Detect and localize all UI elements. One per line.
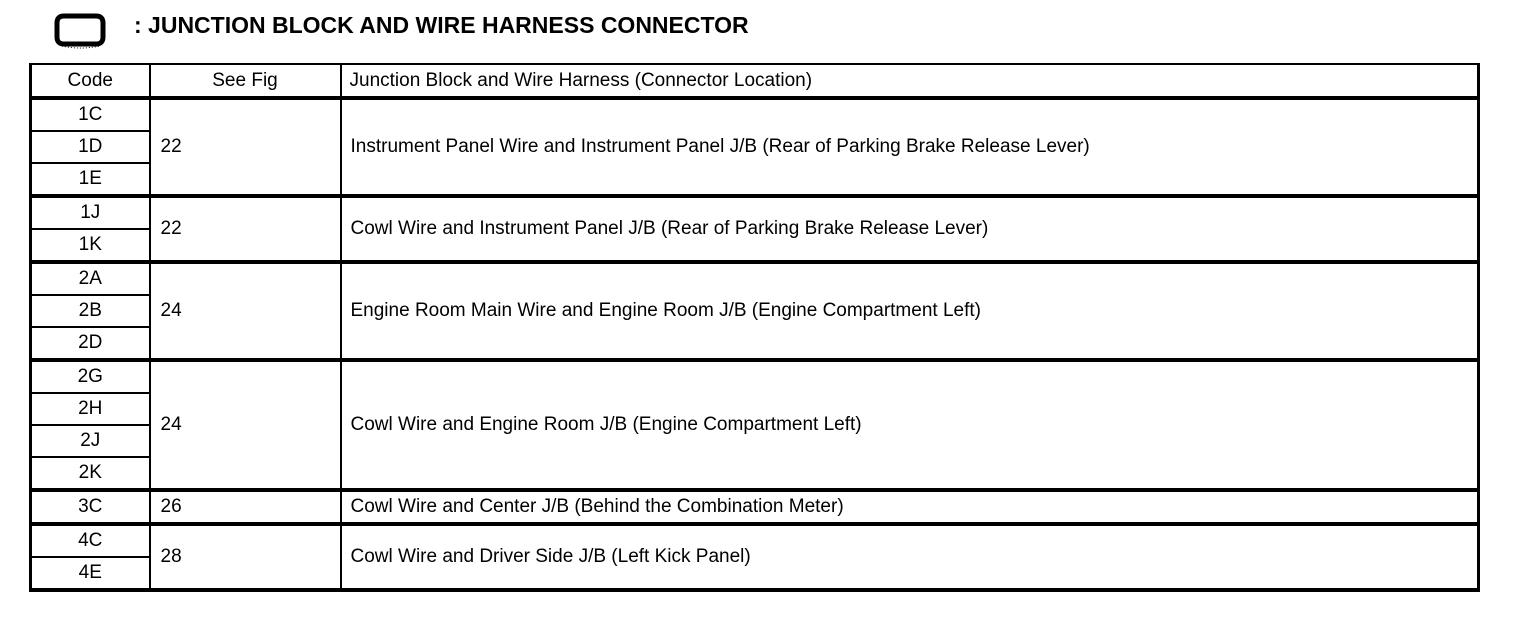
see-fig-cell: 28: [150, 524, 341, 590]
see-fig-cell: 22: [150, 196, 341, 262]
location-cell: Cowl Wire and Driver Side J/B (Left Kick Panel): [341, 524, 1479, 590]
location-cell: Instrument Panel Wire and Instrument Panel J/B (Rear of Parking Brake Release Lever): [341, 98, 1479, 196]
code-cell: 2J: [31, 425, 150, 457]
legend-header: [0, 0, 1520, 60]
table-row: [31, 98, 1479, 131]
location-cell: Cowl Wire and Engine Room J/B (Engine Compartment Left): [341, 360, 1479, 490]
see-fig-cell: 22: [150, 98, 341, 196]
location-cell: Cowl Wire and Instrument Panel J/B (Rear of Parking Brake Release Lever): [341, 196, 1479, 262]
see-fig-cell: 26: [150, 490, 341, 524]
code-cell: 1J: [31, 196, 150, 229]
rounded-rectangle-connector-icon: [54, 10, 106, 50]
code-cell: 2A: [31, 262, 150, 295]
location-cell: Engine Room Main Wire and Engine Room J/B (Engine Compartment Left): [341, 262, 1479, 360]
column-header-code: Code: [31, 64, 150, 98]
table-row: [31, 524, 1479, 557]
code-cell: 4C: [31, 524, 150, 557]
column-header-location: Junction Block and Wire Harness (Connector Location): [341, 64, 1479, 98]
table-row: [31, 490, 1479, 524]
code-cell: 3C: [31, 490, 150, 524]
column-header-see-fig: See Fig: [150, 64, 341, 98]
code-cell: 2G: [31, 360, 150, 393]
see-fig-cell: 24: [150, 360, 341, 490]
table-header-row: [31, 64, 1479, 98]
code-cell: 2K: [31, 457, 150, 490]
code-cell: 1C: [31, 98, 150, 131]
see-fig-cell: 24: [150, 262, 341, 360]
code-cell: 2B: [31, 295, 150, 327]
table-row: [31, 360, 1479, 393]
code-cell: 4E: [31, 557, 150, 590]
code-cell: 2D: [31, 327, 150, 360]
table-row: [31, 262, 1479, 295]
connector-legend-table: [29, 63, 1480, 592]
table-row: [31, 196, 1479, 229]
code-cell: 1K: [31, 229, 150, 262]
code-cell: 1E: [31, 163, 150, 196]
code-cell: 1D: [31, 131, 150, 163]
location-cell: Cowl Wire and Center J/B (Behind the Combination Meter): [341, 490, 1479, 524]
page-title: : JUNCTION BLOCK AND WIRE HARNESS CONNECTOR: [134, 12, 749, 38]
code-cell: 2H: [31, 393, 150, 425]
